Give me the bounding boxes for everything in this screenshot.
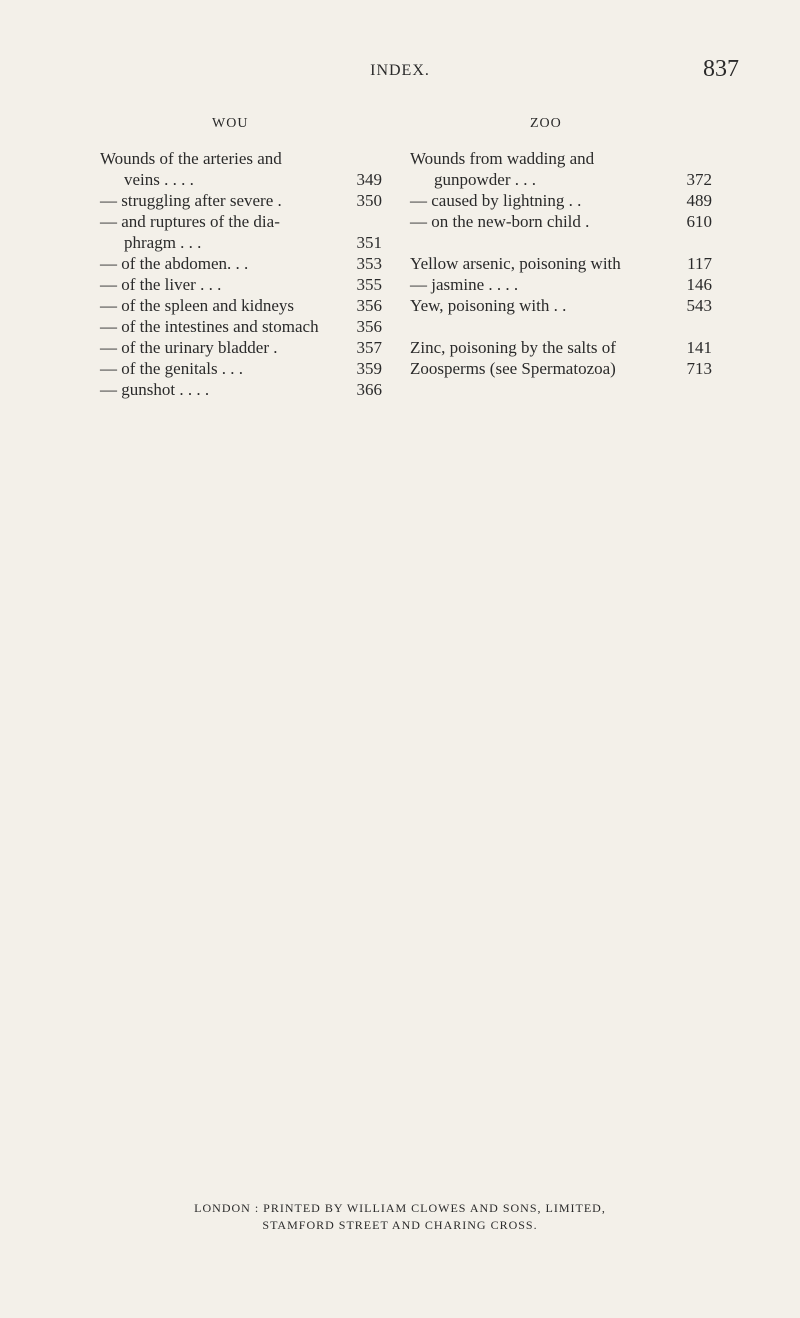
- index-entry: [410, 148, 712, 169]
- entry-text: gunpowder . . .: [434, 170, 536, 189]
- entry-page: 713: [686, 359, 712, 378]
- index-entry: [410, 211, 712, 232]
- index-entry: [410, 295, 712, 316]
- right-index-column: [410, 148, 712, 379]
- index-entry: [100, 211, 382, 232]
- entry-page: 357: [356, 338, 382, 357]
- index-entry: [100, 253, 382, 274]
- index-entry: [410, 337, 712, 358]
- section-gap: [410, 316, 712, 337]
- entry-page: 359: [356, 359, 382, 378]
- entry-page: 146: [686, 275, 712, 294]
- entry-page: 366: [356, 380, 382, 399]
- entry-text: — struggling after severe .: [100, 191, 282, 210]
- index-entry: [410, 169, 712, 190]
- index-entry: [100, 358, 382, 379]
- printer-imprint: [0, 1200, 800, 1234]
- index-entry: [410, 358, 712, 379]
- left-index-column: [100, 148, 382, 400]
- entry-page: 349: [356, 170, 382, 189]
- index-entry: [100, 232, 382, 253]
- index-entry: [410, 190, 712, 211]
- index-entry: [100, 274, 382, 295]
- entry-page: 353: [356, 254, 382, 273]
- index-entry: [100, 379, 382, 400]
- entry-text: Yew, poisoning with . .: [410, 296, 567, 315]
- entry-page: 355: [356, 275, 382, 294]
- entry-text: — of the abdomen. . .: [100, 254, 249, 273]
- entry-text: Zinc, poisoning by the salts of: [410, 338, 616, 357]
- entry-page: 351: [356, 233, 382, 252]
- right-column-heading: ZOO: [530, 116, 562, 131]
- index-entry: [100, 316, 382, 337]
- imprint-line: LONDON : PRINTED BY WILLIAM CLOWES AND SONS, LIMITED,: [194, 1201, 606, 1215]
- entry-page: 372: [686, 170, 712, 189]
- entry-text: phragm . . .: [124, 233, 202, 252]
- entry-text: — of the genitals . . .: [100, 359, 244, 378]
- entry-page: 356: [356, 317, 382, 336]
- index-entry: [100, 169, 382, 190]
- entry-page: 489: [686, 191, 712, 210]
- entry-page: 356: [356, 296, 382, 315]
- running-head: INDEX.: [370, 62, 430, 79]
- entry-text: Yellow arsenic, poisoning with: [410, 254, 621, 273]
- entry-text: Wounds from wadding and: [410, 149, 595, 168]
- index-entry: [100, 190, 382, 211]
- entry-text: — and ruptures of the dia-: [100, 212, 280, 231]
- entry-text: Wounds of the arteries and: [100, 149, 282, 168]
- index-entry: [100, 148, 382, 169]
- entry-text: — gunshot . . . .: [100, 380, 210, 399]
- entry-text: — of the spleen and kidneys: [100, 296, 295, 315]
- entry-page: 610: [686, 212, 712, 231]
- entry-text: — of the liver . . .: [100, 275, 222, 294]
- page-number: 837: [703, 56, 739, 82]
- entry-text: — of the urinary bladder .: [100, 338, 278, 357]
- index-entry: [100, 295, 382, 316]
- section-gap: [410, 232, 712, 253]
- index-entry: [410, 253, 712, 274]
- entry-page: 141: [686, 338, 712, 357]
- entry-page: 117: [687, 254, 712, 273]
- entry-page: 350: [356, 191, 382, 210]
- entry-text: — on the new-born child .: [410, 212, 590, 231]
- entry-text: — of the intestines and stomach: [100, 317, 319, 336]
- imprint-line: STAMFORD STREET AND CHARING CROSS.: [262, 1218, 538, 1232]
- index-entry: [410, 274, 712, 295]
- left-column-heading: WOU: [212, 116, 249, 131]
- entry-text: Zoosperms (see Spermatozoa): [410, 359, 616, 378]
- entry-text: veins . . . .: [124, 170, 194, 189]
- entry-text: — caused by lightning . .: [410, 191, 582, 210]
- index-entry: [100, 337, 382, 358]
- entry-text: — jasmine . . . .: [410, 275, 519, 294]
- entry-page: 543: [686, 296, 712, 315]
